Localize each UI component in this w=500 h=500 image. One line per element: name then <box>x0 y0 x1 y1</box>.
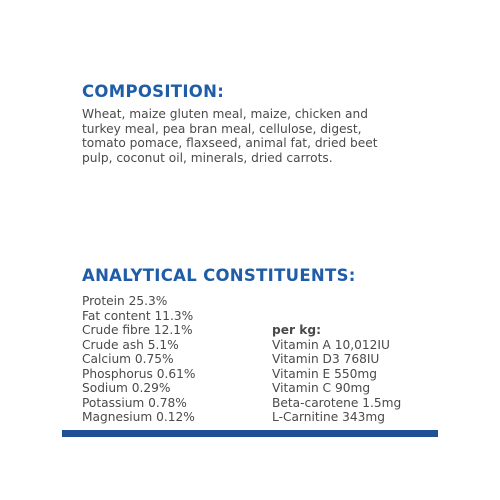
per-kg-item: Vitamin E 550mg <box>272 366 378 381</box>
constituent-item: Calcium 0.75% <box>82 352 174 366</box>
constituent-item: Protein 25.3% <box>82 294 168 308</box>
constituent-item: Fat content 11.3% <box>82 308 194 323</box>
composition-line: turkey meal, pea bran meal, cellulose, digest, <box>82 121 362 136</box>
constituent-item: Sodium 0.29% <box>82 381 171 395</box>
per-kg-item: Vitamin C 90mg <box>272 381 371 395</box>
composition-line: Wheat, maize gluten meal, maize, chicken and <box>82 107 368 121</box>
per-kg-item: Vitamin D3 768IU <box>272 352 380 366</box>
per-kg-label: per kg: <box>272 323 321 337</box>
constituent-item: Magnesium 0.12% <box>82 410 195 424</box>
composition-line: pulp, coconut oil, minerals, dried carrots. <box>82 150 333 165</box>
per-kg-item: L-Carnitine 343mg <box>272 410 385 424</box>
constituent-item: Crude fibre 12.1% <box>82 323 193 337</box>
constituent-item: Potassium 0.78% <box>82 395 187 410</box>
composition-heading: COMPOSITION: <box>82 82 225 101</box>
composition-text <box>82 107 412 165</box>
constituents-list <box>82 294 195 425</box>
per-kg-item: Vitamin A 10,012IU <box>272 337 390 352</box>
analytical-constituents-heading: ANALYTICAL CONSTITUENTS: <box>82 266 356 285</box>
composition-line: tomato pomace, flaxseed, animal fat, dried beet <box>82 136 378 151</box>
footer-divider-bar <box>62 430 438 437</box>
constituent-item: Crude ash 5.1% <box>82 337 179 352</box>
per-kg-item: Beta-carotene 1.5mg <box>272 395 402 410</box>
constituent-item: Phosphorus 0.61% <box>82 366 196 381</box>
per-kg-list <box>272 323 401 425</box>
